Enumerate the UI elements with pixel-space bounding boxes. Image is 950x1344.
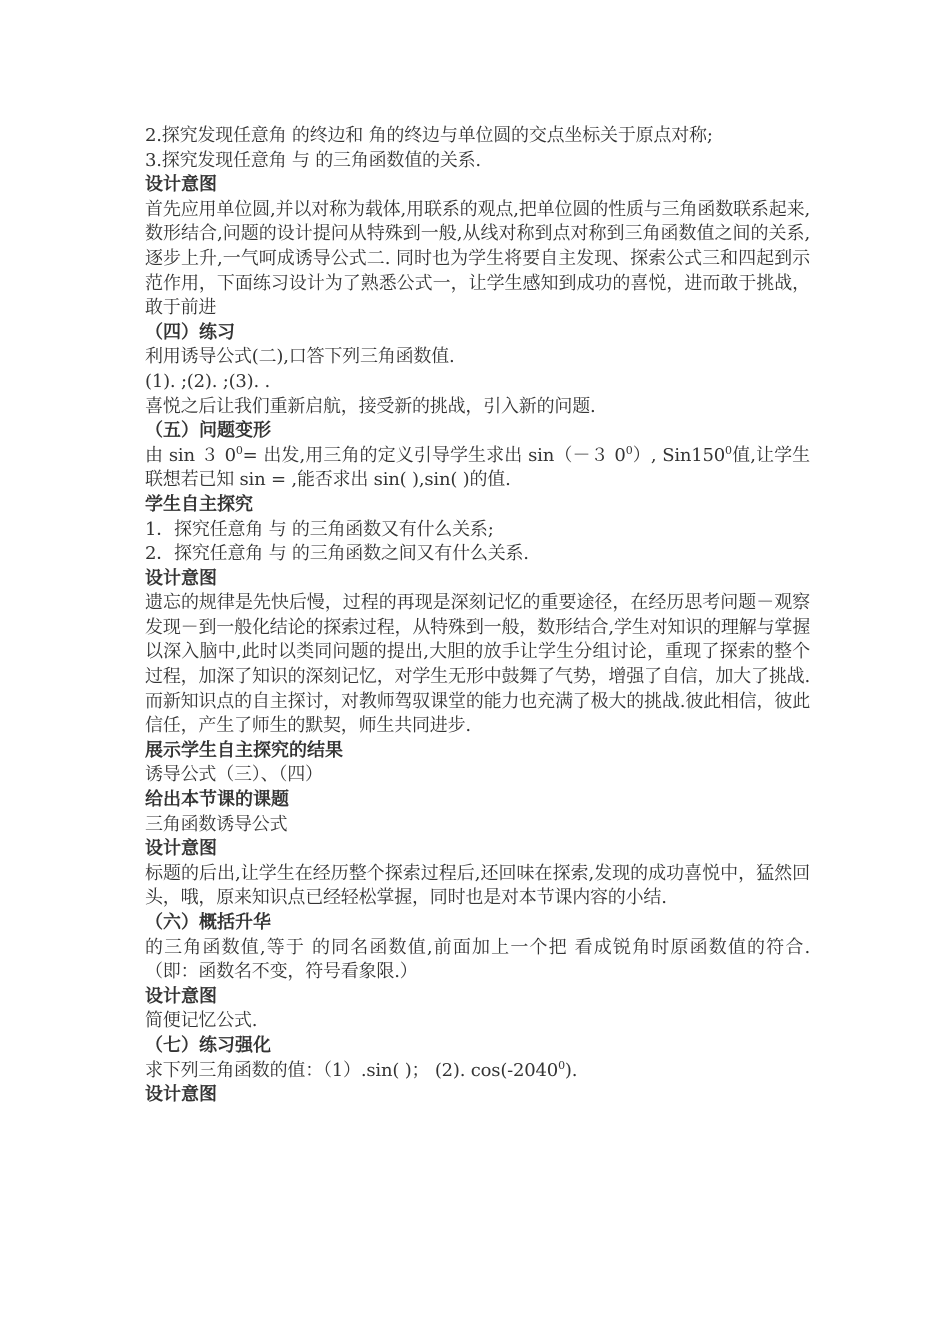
heading-section-7-reinforcement: （七）练习强化: [145, 1034, 271, 1056]
heading-design-intent: 设计意图: [145, 838, 217, 860]
document-page: [145, 124, 810, 1108]
text-run: ）, Sin150: [632, 444, 726, 466]
heading-section-4-practice: （四）练习: [145, 321, 235, 343]
paragraph-exploration-2: 2．探究任意角 与 的三角函数之间又有什么关系.: [145, 543, 529, 565]
superscript: 0: [625, 443, 633, 457]
paragraph-practice-intro: 利用诱导公式(二),口答下列三角函数值.: [145, 346, 455, 368]
paragraph-summary: 的三角函数值,等于 的同名函数值,前面加上一个把 看成锐角时原函数值的符合.（即：函数名不变，符号看象限.）: [145, 936, 810, 983]
paragraph-design-intent-3: 标题的后出,让学生在经历整个探索过程后,还回味在探索,发现的成功喜悦中，猛然回头，哦，原来知识点已经轻松掌握，同时也是对本节课内容的小结.: [145, 862, 810, 909]
paragraph-practice-items: (1). ;(2). ;(3). .: [145, 370, 271, 392]
heading-design-intent: 设计意图: [145, 1084, 217, 1106]
heading-student-exploration: 学生自主探究: [145, 493, 253, 515]
paragraph-new-challenge: 喜悦之后让我们重新启航，接受新的挑战，引入新的问题.: [145, 395, 596, 417]
heading-design-intent: 设计意图: [145, 567, 217, 589]
paragraph-design-intent-4: 简便记忆公式.: [145, 1010, 258, 1032]
paragraph-design-intent-1: 首先应用单位圆,并以对称为载体,用联系的观点,把单位圆的性质与三角函数联系起来,数形结合,问题的设计提问从特殊到一般,从线对称到点对称到三角函数值之间的关系,逐步上升,一气呵成诱导公式二. 同时也为学生将要自主发现、探索公式三和四起到示范作用，下面练习设计为了熟悉公式一，让学生感知到成功的喜悦，进而敢于挑战，敢于前进: [145, 198, 810, 319]
superscript: 0: [558, 1058, 565, 1072]
paragraph-exploration-1: 1．探究任意角 与 的三角函数又有什么关系;: [145, 518, 494, 540]
paragraph-variation: [145, 444, 810, 493]
text-run: 值,让学生联想若已知 sin = ,能否求出 sin( ),sin( )的值.: [145, 444, 810, 491]
text-run: ).: [564, 1059, 578, 1081]
paragraph-explore-2: 2.探究发现任意角 的终边和 角的终边与单位圆的交点坐标关于原点对称;: [145, 125, 713, 146]
text-run: = 出发,用三角的定义引导学生求出 sin（－３ 0: [242, 444, 626, 466]
paragraph-explore-3: 3.探究发现任意角 与 的三角函数值的关系.: [145, 149, 481, 171]
heading-show-results: 展示学生自主探究的结果: [145, 739, 343, 761]
heading-section-6-summary: （六）概括升华: [145, 912, 271, 933]
paragraph-formulas-3-4: 诱导公式（三）、（四）: [145, 764, 323, 786]
heading-design-intent: 设计意图: [145, 174, 217, 196]
paragraph-lesson-title: 三角函数诱导公式: [145, 813, 288, 835]
text-run: 由 sin ３ 0: [145, 444, 236, 466]
paragraph-reinforcement: [145, 1059, 810, 1084]
paragraph-design-intent-2: 遗忘的规律是先快后慢，过程的再现是深刻记忆的重要途径，在经历思考问题－观察发现－到一般化结论的探索过程，从特殊到一般，数形结合,学生对知识的理解与掌握以深入脑中,此时以类同问题的提出,大胆的放手让学生分组讨论，重现了探索的整个过程，加深了知识的深刻记忆，对学生无形中鼓舞了气势，增强了自信，加大了挑战.而新知识点的自主探讨，对教师驾驭课堂的能力也充满了极大的挑战.彼此相信，彼此信任，产生了师生的默契，师生共同进步.: [145, 592, 810, 737]
text-run: 求下列三角函数的值：（1）.sin( )； (2). cos(-2040: [145, 1059, 559, 1081]
superscript: 0: [235, 443, 243, 457]
heading-section-5-variation: （五）问题变形: [145, 420, 271, 442]
heading-lesson-title: 给出本节课的课题: [145, 789, 289, 811]
heading-design-intent: 设计意图: [145, 985, 217, 1007]
superscript: 0: [725, 443, 732, 457]
